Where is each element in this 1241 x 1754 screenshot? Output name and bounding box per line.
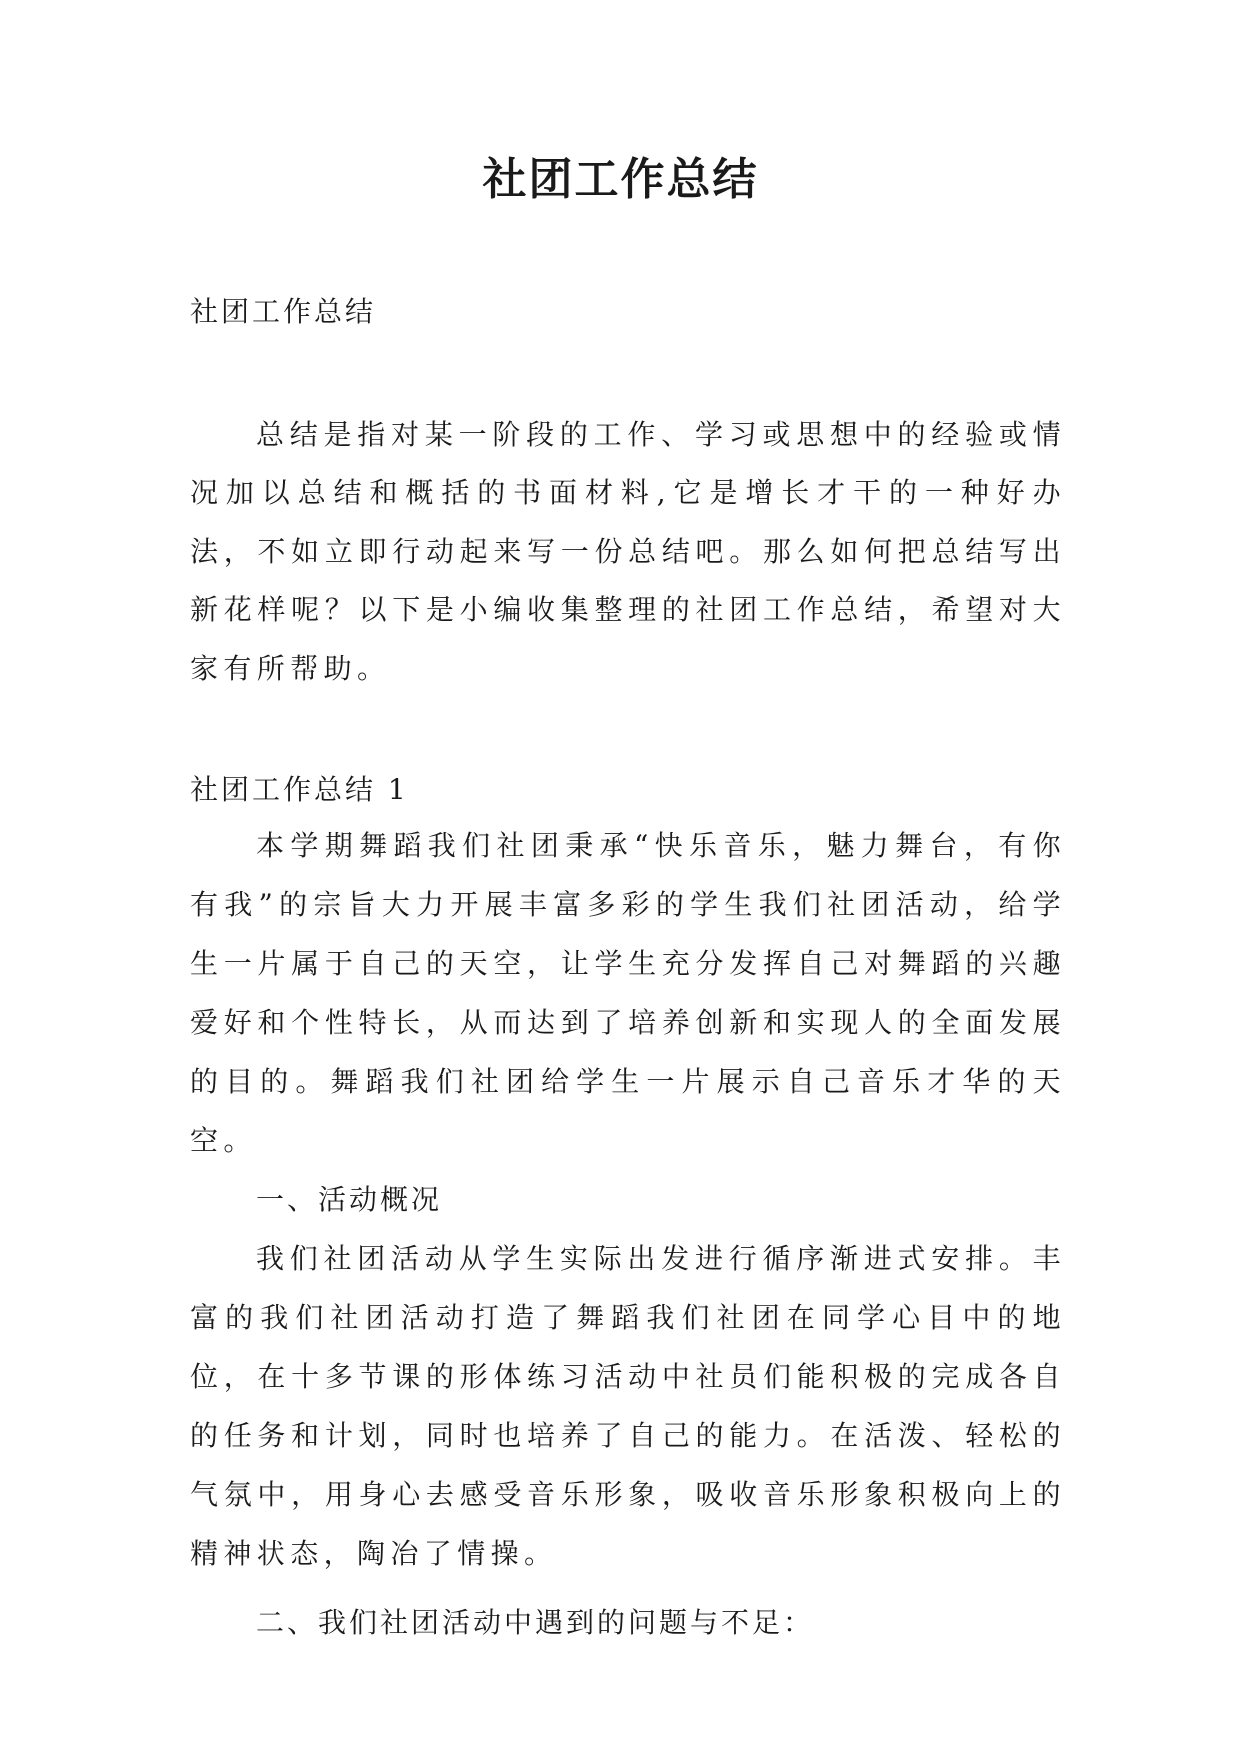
section-subheading: 二、我们社团活动中遇到的问题与不足： <box>256 1606 815 1639</box>
section-heading: 社团工作总结 1 <box>190 773 409 806</box>
section-subheading: 一、活动概况 <box>256 1183 443 1216</box>
document-title: 社团工作总结 <box>482 154 759 205</box>
body-paragraph: 本学期舞蹈我们社团秉承“快乐音乐，魅力舞台，有你有我”的宗旨大力开展丰富多彩的学生我们社团活动，给学生一片属于自己的天空，让学生充分发挥自己对舞蹈的兴趣爱好和个性特长，从而达到了培养创新和实现人的全面发展的目的。舞蹈我们社团给学生一片展示自己音乐才华的天空。 <box>190 829 1066 1157</box>
document-subtitle: 社团工作总结 <box>190 295 377 328</box>
intro-paragraph: 总结是指对某一阶段的工作、学习或思想中的经验或情况加以总结和概括的书面材料,它是增长才干的一种好办法，不如立即行动起来写一份总结吧。那么如何把总结写出新花样呢？以下是小编收集整理的社团工作总结，希望对大家有所帮助。 <box>190 418 1066 685</box>
body-paragraph: 我们社团活动从学生实际出发进行循序渐进式安排。丰富的我们社团活动打造了舞蹈我们社团在同学心目中的地位，在十多节课的形体练习活动中社员们能积极的完成各自的任务和计划，同时也培养了自己的能力。在活泼、轻松的气氛中，用身心去感受音乐形象，吸收音乐形象积极向上的精神状态，陶冶了情操。 <box>190 1242 1066 1570</box>
section-body <box>190 816 1066 1652</box>
